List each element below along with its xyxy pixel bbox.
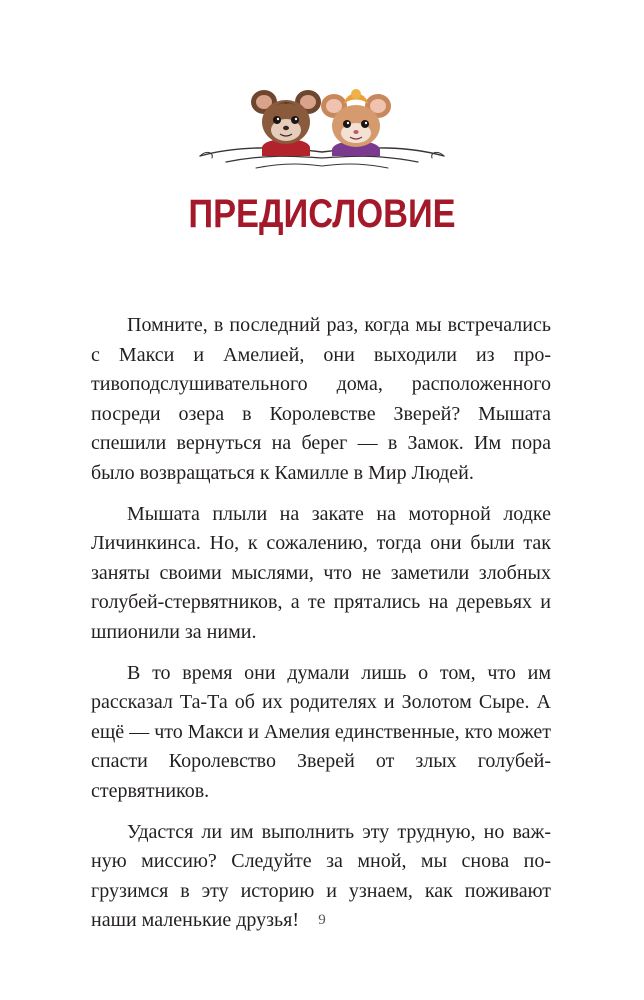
flourish-ornament [200, 148, 444, 168]
mice-ornament-icon [196, 86, 448, 176]
left-mouse-illustration [251, 90, 321, 156]
paragraph-2: Мышата плыли на закате на моторной лодке Личинкинса. Но, к сожалению, тогда они были так заняты своими мыслями, что не заметили злобных голубей-стервятников, а те прятались на деревьях и шпионили за ними. [91, 502, 551, 643]
body-text [91, 311, 551, 947]
page-number: 9 [318, 912, 326, 928]
right-mouse-illustration [321, 89, 391, 156]
paragraph-3: В то время они думали лишь о том, что им рассказал Та-Та об их родителях и Золотом Сыре. А ещё — что Макси и Амелия единственные, кто может спасти Королевство Зверей от злых голубей-стервятников. [91, 661, 551, 802]
paragraph-1: Помните, в последний раз, когда мы встречались с Макси и Амелией, они выходили из противоподслушивательного дома, расположенного посреди озера в Королевстве Зверей? Мышата спешили вернуться на берег — в Замок. Им пора было возвращаться к Камилле в Мир Людей. [91, 314, 551, 484]
paragraph-4: Удастся ли им выполнить эту трудную, но важную миссию? Следуйте за мной, мы снова погрузимся в эту историю и узнаем, как поживают наши маленькие друзья! [91, 820, 551, 932]
chapter-title: ПРЕДИСЛОВИЕ [188, 192, 456, 236]
